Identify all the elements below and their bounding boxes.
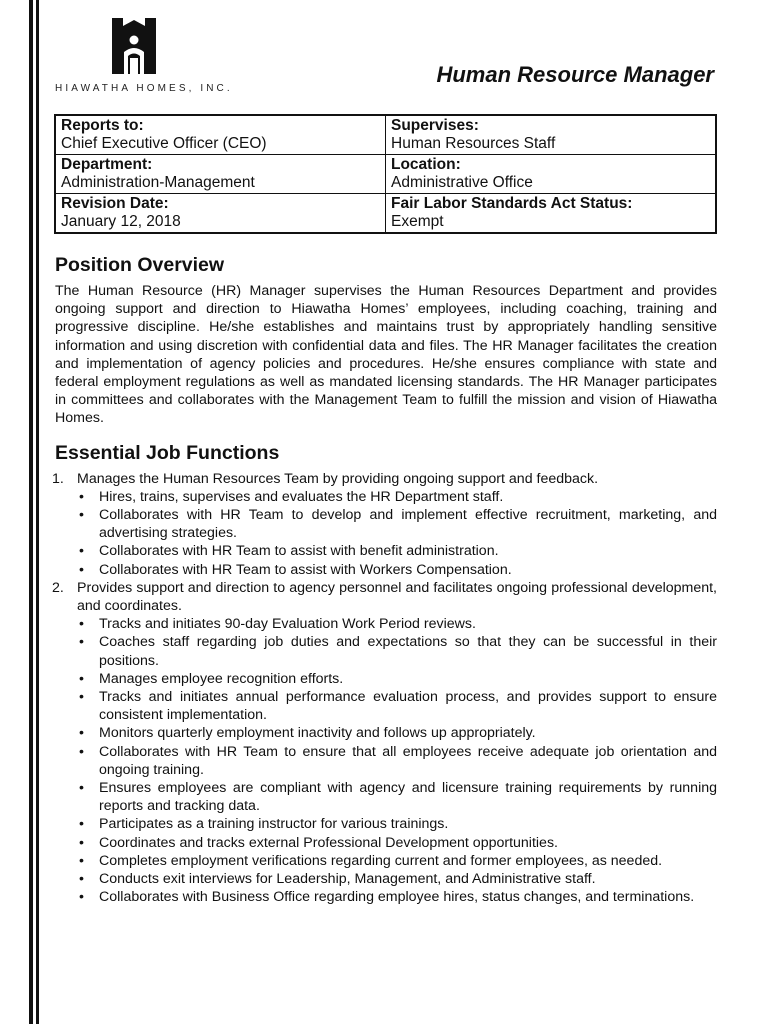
- list-item: [77, 542, 717, 560]
- bullet-text: Monitors quarterly employment inactivity and follows up appropriately.: [99, 725, 536, 742]
- bullet-text: Collaborates with HR Team to ensure that all employees receive adequate job orientation and ongoing training.: [99, 743, 717, 778]
- revision-date-label: Revision Date:: [61, 195, 169, 212]
- left-margin-bar-thin: [36, 0, 39, 1024]
- list-item: [77, 561, 717, 579]
- bullet-icon: •: [79, 670, 84, 687]
- bullet-text: Conducts exit interviews for Leadership, Management, and Administrative staff.: [99, 871, 596, 888]
- position-overview-text: The Human Resource (HR) Manager supervises the Human Resources Department and provides ongoing support and direction to Hiawatha Homes’ employees, including coaching, training and progressive discipline. He/she establishes and maintains trust by appropriately handling sensitive information and using discretion with confidential data and files. The HR Manager facilitates the creation and implementation of agency policies and procedures. He/she ensures compliance with state and federal employment regulations as well as mandated licensing standards. The HR Manager participates in committees and collaborates with the Management Team to fulfill the mission and vision of Hiawatha Homes.: [55, 283, 717, 427]
- bullet-icon: •: [79, 889, 84, 906]
- function-bullets: [77, 488, 717, 579]
- department-label: Department:: [61, 156, 153, 173]
- reports-to-label: Reports to:: [61, 117, 144, 134]
- function-number: 2.: [52, 579, 64, 596]
- supervises-label: Supervises:: [391, 117, 479, 134]
- bullet-text: Tracks and initiates annual performance evaluation process, and provides support to ensure consistent implementation.: [99, 689, 717, 724]
- flsa-status-value: Exempt: [391, 213, 444, 230]
- list-item: [77, 779, 717, 815]
- bullet-icon: •: [79, 852, 84, 869]
- list-item: [77, 815, 717, 833]
- position-overview-heading: Position Overview: [55, 254, 225, 276]
- reports-to-cell: [55, 115, 386, 155]
- bullet-text: Coaches staff regarding job duties and expectations so that they can be successful in their positions.: [99, 634, 717, 669]
- department-cell: [55, 155, 386, 194]
- list-item: [77, 488, 717, 506]
- location-label: Location:: [391, 156, 461, 173]
- bullet-icon: •: [79, 488, 84, 505]
- function-number: 1.: [52, 470, 64, 487]
- bullet-text: Collaborates with HR Team to develop and implement effective recruitment, marketing, and advertising strategies.: [99, 507, 717, 542]
- list-item: [77, 506, 717, 542]
- function-bullets: [77, 615, 717, 906]
- flsa-status-cell: [386, 194, 717, 234]
- list-item: [77, 724, 717, 742]
- company-name: HIAWATHA HOMES, INC.: [55, 83, 233, 94]
- supervises-value: Human Resources Staff: [391, 135, 556, 152]
- bullet-icon: •: [79, 561, 84, 578]
- revision-date-value: January 12, 2018: [61, 213, 181, 230]
- table-row: [55, 115, 716, 155]
- function-text: Manages the Human Resources Team by providing ongoing support and feedback.: [77, 470, 599, 487]
- function-item: [52, 470, 717, 579]
- bullet-icon: •: [79, 634, 84, 651]
- revision-date-cell: [55, 194, 386, 234]
- table-row: [55, 194, 716, 234]
- list-item: [77, 633, 717, 669]
- list-item: [77, 852, 717, 870]
- bullet-icon: •: [79, 507, 84, 524]
- bullet-text: Tracks and initiates 90-day Evaluation Work Period reviews.: [99, 616, 476, 633]
- list-item: [77, 670, 717, 688]
- supervises-cell: [386, 115, 717, 155]
- location-cell: [386, 155, 717, 194]
- hiawatha-homes-logo: [112, 18, 156, 74]
- bullet-icon: •: [79, 725, 84, 742]
- document-body: [52, 252, 717, 907]
- essential-functions-list: [52, 470, 717, 907]
- flsa-status-label: Fair Labor Standards Act Status:: [391, 195, 633, 212]
- department-value: Administration-Management: [61, 174, 255, 191]
- bullet-icon: •: [79, 871, 84, 888]
- position-info-table: [54, 114, 717, 234]
- list-item: [77, 743, 717, 779]
- bullet-icon: •: [79, 816, 84, 833]
- bullet-icon: •: [79, 689, 84, 706]
- list-item: [77, 615, 717, 633]
- reports-to-value: Chief Executive Officer (CEO): [61, 135, 267, 152]
- list-item: [77, 870, 717, 888]
- bullet-text: Coordinates and tracks external Professional Development opportunities.: [99, 834, 558, 851]
- bullet-text: Completes employment verifications regarding current and former employees, as needed.: [99, 852, 663, 869]
- bullet-text: Collaborates with Business Office regarding employee hires, status changes, and terminations.: [99, 889, 695, 906]
- bullet-text: Ensures employees are compliant with agency and licensure training requirements by running reports and tracking data.: [99, 780, 717, 815]
- list-item: [77, 834, 717, 852]
- bullet-icon: •: [79, 616, 84, 633]
- bullet-text: Collaborates with HR Team to assist with Workers Compensation.: [99, 561, 512, 578]
- document-title: Human Resource Manager: [436, 62, 714, 87]
- bullet-icon: •: [79, 780, 84, 797]
- bullet-text: Manages employee recognition efforts.: [99, 670, 344, 687]
- left-margin-bar: [29, 0, 33, 1024]
- function-text: Provides support and direction to agency personnel and facilitates ongoing professional development, and coordinates.: [77, 579, 717, 615]
- bullet-text: Hires, trains, supervises and evaluates the HR Department staff.: [99, 488, 504, 505]
- function-item: [52, 579, 717, 907]
- bullet-icon: •: [79, 834, 84, 851]
- bullet-icon: •: [79, 543, 84, 560]
- bullet-text: Collaborates with HR Team to assist with benefit administration.: [99, 543, 499, 560]
- list-item: [77, 888, 717, 906]
- essential-functions-heading: Essential Job Functions: [55, 441, 280, 464]
- location-value: Administrative Office: [391, 174, 533, 191]
- table-row: [55, 155, 716, 194]
- bullet-text: Participates as a training instructor for various trainings.: [99, 816, 449, 833]
- list-item: [77, 688, 717, 724]
- bullet-icon: •: [79, 743, 84, 760]
